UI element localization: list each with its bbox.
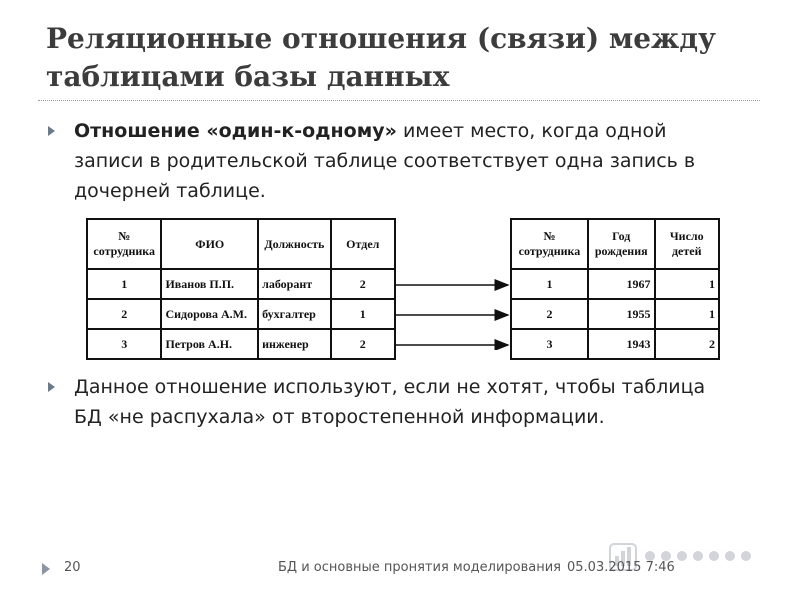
- table-row: [87, 269, 395, 299]
- title-divider: [38, 100, 760, 101]
- bullet-one-to-one: [48, 116, 728, 206]
- header-employee-number: № сотрудника: [87, 219, 161, 269]
- cell-birth-year: 1955: [588, 299, 655, 329]
- bullet-text: [74, 116, 728, 206]
- cell-employee-number: 1: [87, 269, 161, 299]
- footer-arrow-icon: [42, 563, 50, 575]
- cell-children-count: 2: [655, 329, 720, 359]
- cell-department: 2: [331, 269, 395, 299]
- bullet-text: Данное отношение используют, если не хотят, чтобы таблица БД «не распухала» от второстепенной информации.: [74, 376, 706, 428]
- bullet-arrow-icon: [48, 126, 55, 136]
- employee-details-table: [510, 218, 720, 360]
- cell-department: 2: [331, 329, 395, 359]
- slide-number: 20: [64, 560, 81, 575]
- table-row: [511, 299, 719, 329]
- slide-title: Реляционные отношения (связи) между таблицами базы данных: [46, 22, 716, 93]
- cell-position: бухгалтер: [258, 299, 330, 329]
- table-header-row: [511, 219, 719, 269]
- cell-children-count: 1: [655, 269, 720, 299]
- cell-position: лаборант: [258, 269, 330, 299]
- employees-table: [86, 218, 396, 360]
- cell-children-count: 1: [655, 299, 720, 329]
- cell-employee-number: 3: [511, 329, 588, 359]
- table-row: [87, 329, 395, 359]
- table-row: [511, 269, 719, 299]
- table-row: [87, 299, 395, 329]
- footer-date: 05.03.2015 7:46: [567, 560, 675, 575]
- header-birth-year: Год рождения: [588, 219, 655, 269]
- cell-birth-year: 1967: [588, 269, 655, 299]
- footer-caption: БД и основные пронятия моделирования: [278, 560, 562, 575]
- cell-position: инженер: [258, 329, 330, 359]
- table-row: [511, 329, 719, 359]
- header-employee-number: № сотрудника: [511, 219, 588, 269]
- header-department: Отдел: [331, 219, 395, 269]
- cell-full-name: Петров А.Н.: [161, 329, 258, 359]
- bullet-usage: [48, 372, 728, 432]
- cell-birth-year: 1943: [588, 329, 655, 359]
- cell-employee-number: 2: [87, 299, 161, 329]
- table-header-row: [87, 219, 395, 269]
- cell-department: 1: [331, 299, 395, 329]
- cell-employee-number: 3: [87, 329, 161, 359]
- relationship-arrows: [394, 270, 512, 350]
- bullet-term: Отношение «один-к-одному»: [74, 120, 397, 142]
- header-children-count: Число детей: [655, 219, 720, 269]
- cell-employee-number: 1: [511, 269, 588, 299]
- cell-full-name: Сидорова А.М.: [161, 299, 258, 329]
- header-full-name: ФИО: [161, 219, 258, 269]
- header-position: Должность: [258, 219, 330, 269]
- bullet-arrow-icon: [48, 382, 55, 392]
- cell-full-name: Иванов П.П.: [161, 269, 258, 299]
- cell-employee-number: 2: [511, 299, 588, 329]
- bullet-definition: имеет место, когда одной записи в родительской таблице соответствует одна запись в дочерней таблице.: [74, 120, 696, 202]
